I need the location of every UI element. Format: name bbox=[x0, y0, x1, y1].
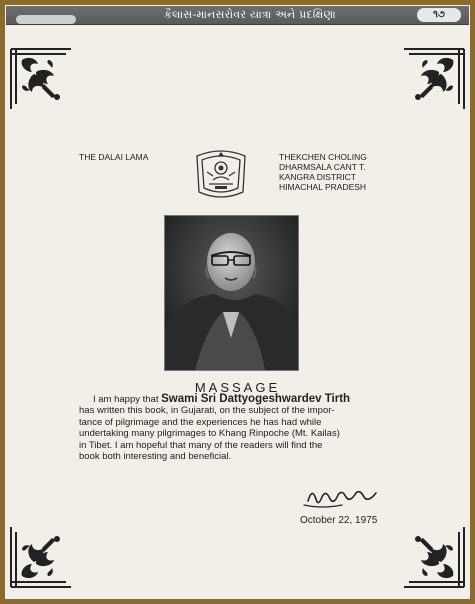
message-line: in Tibet. I am hopeful that many of the readers will find the bbox=[79, 439, 323, 451]
handwritten-signature bbox=[302, 481, 382, 511]
author-name: Swami Sri Dattyogeshwardev Tirth bbox=[161, 393, 351, 405]
portrait-photo bbox=[164, 215, 299, 371]
fleur-corner-top-right-icon bbox=[401, 46, 467, 112]
message-line bbox=[79, 394, 385, 405]
fleur-corner-top-left-icon bbox=[8, 46, 74, 112]
message-title: MASSAGE bbox=[194, 380, 281, 395]
seal-emblem-icon bbox=[193, 148, 249, 200]
header-title: કૈલાસ-માનસરોવર યાત્રા અને પ્રદક્ષિણા bbox=[164, 8, 336, 21]
address-line: THEKCHEN CHOLING bbox=[279, 152, 367, 162]
address-line: HIMACHAL PRADESH bbox=[279, 182, 367, 192]
address-block bbox=[279, 152, 367, 192]
address-line: KANGRA DISTRICT bbox=[279, 172, 356, 182]
message-prefix: I am happy that bbox=[93, 394, 162, 405]
portrait-image bbox=[165, 216, 298, 370]
letter-date: October 22, 1975 bbox=[300, 515, 378, 526]
message-line: undertaking many pilgrimages to Khang Rinpoche (Mt. Kailas) bbox=[79, 428, 340, 440]
address-line: DHARMSALA CANT T. bbox=[279, 162, 366, 172]
header-accent bbox=[16, 15, 76, 24]
fleur-corner-bottom-left-icon bbox=[8, 524, 74, 590]
message-body bbox=[79, 394, 385, 462]
page-number: ૧૭ bbox=[417, 8, 461, 22]
message-line: tance of pilgrimage and the experiences he has had while bbox=[79, 416, 322, 428]
message-line: has written this book, in Gujarati, on the subject of the impor- bbox=[79, 405, 335, 417]
dalai-lama-heading: THE DALAI LAMA bbox=[79, 152, 149, 162]
message-line: book both interesting and beneficial. bbox=[79, 451, 232, 463]
fleur-corner-bottom-right-icon bbox=[401, 524, 467, 590]
